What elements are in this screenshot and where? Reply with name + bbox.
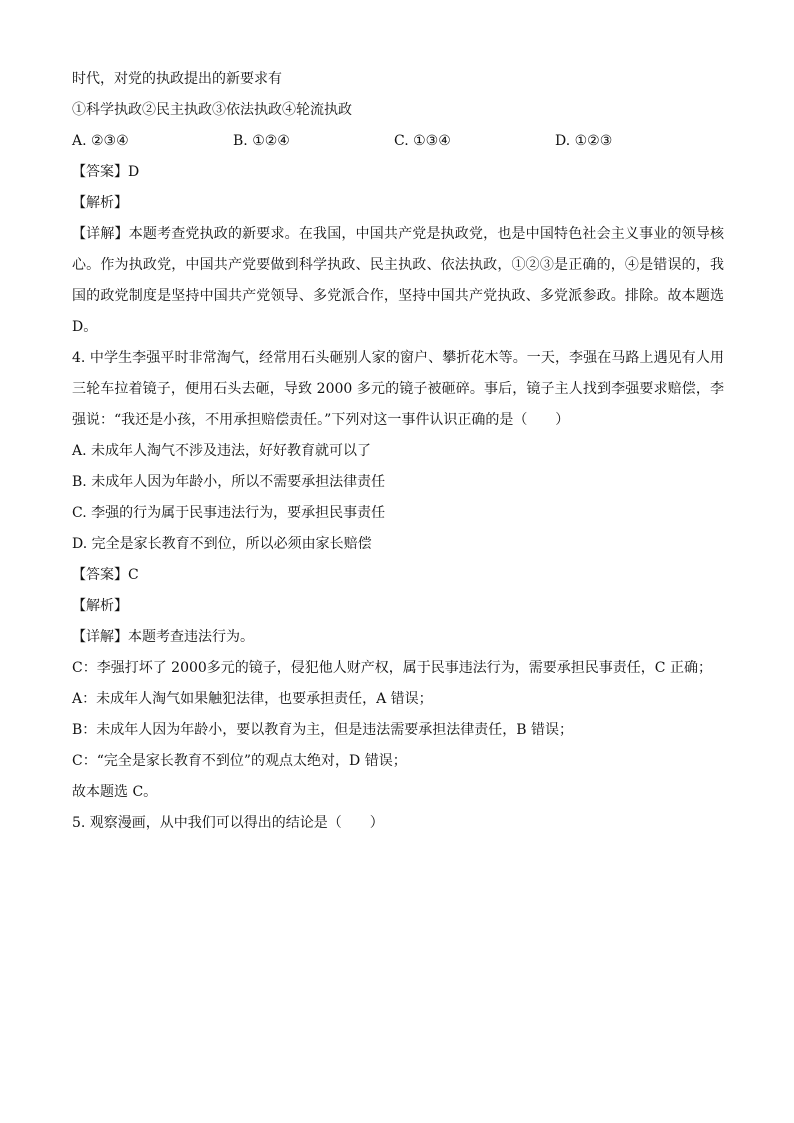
q5-stem: 5. 观察漫画，从中我们可以得出的结论是（ ） — [72, 815, 384, 831]
q3-option-b: B. ①②④ — [233, 133, 290, 149]
q4-option-a: A. 未成年人淘气不涉及违法，好好教育就可以了 — [72, 443, 372, 459]
q3-analysis-label: 【解析】 — [72, 195, 128, 211]
q4-detail-line: 【详解】本题考查违法行为。 — [72, 629, 254, 645]
q4-option-c: C. 李强的行为属于民事违法行为，要承担民事责任 — [72, 505, 386, 521]
q4-detail-line: C：“完全是家长教育不到位”的观点太绝对，D 错误； — [72, 753, 407, 769]
q3-items: ①科学执政②民主执政③依法执政④轮流执政 — [72, 102, 352, 118]
q3-answer: 【答案】D — [72, 164, 140, 180]
q3-option-d: D. ①②③ — [555, 133, 613, 149]
q4-detail-line: C：李强打坏了 2000多元的镜子，侵犯他人财产权，属于民事违法行为，需要承担民事责任，C 正确； — [72, 660, 712, 676]
q4-detail-line: A：未成年人淘气如果触犯法律，也要承担责任，A 错误； — [72, 691, 433, 707]
q4-option-b: B. 未成年人因为年龄小，所以不需要承担法律责任 — [72, 474, 386, 490]
q4-analysis-label: 【解析】 — [72, 598, 128, 614]
q4-stem: 4. 中学生李强平时非常淘气，经常用石头砸别人家的窗户、攀折花木等。一天，李强在马路上遇见有人用三轮车拉着镜子，便用石头去砸，导致 2000 多元的镜子被砸碎。事后，镜子主人找到李强要求赔偿，李强说：“我还是小孩，不用承担赔偿责任。”下列对这一事件认识正确的是（ ） — [72, 350, 724, 428]
q3-detail: 【详解】本题考查党执政的新要求。在我国，中国共产党是执政党，也是中国特色社会主义事业的领导核心。作为执政党，中国共产党要做到科学执政、民主执政、依法执政，①②③是正确的，④是错误的，我国的政党制度是坚持中国共产党领导、多党派合作，坚持中国共产党执政、多党派参政。排除。故本题选D。 — [72, 226, 724, 335]
q3-options — [72, 126, 724, 157]
q3-option-c: C. ①③④ — [394, 133, 451, 149]
q3-stem-tail: 时代，对党的执政提出的新要求有 — [72, 71, 282, 87]
q4-option-d: D. 完全是家长教育不到位，所以必须由家长赔偿 — [72, 536, 372, 552]
q3-option-a: A. ②③④ — [72, 133, 129, 149]
q4-answer: 【答案】C — [72, 567, 139, 583]
q4-detail-line: 故本题选 C。 — [72, 784, 158, 800]
q4-detail-line: B：未成年人因为年龄小，要以教育为主，但是违法需要承担法律责任，B 错误； — [72, 722, 574, 738]
